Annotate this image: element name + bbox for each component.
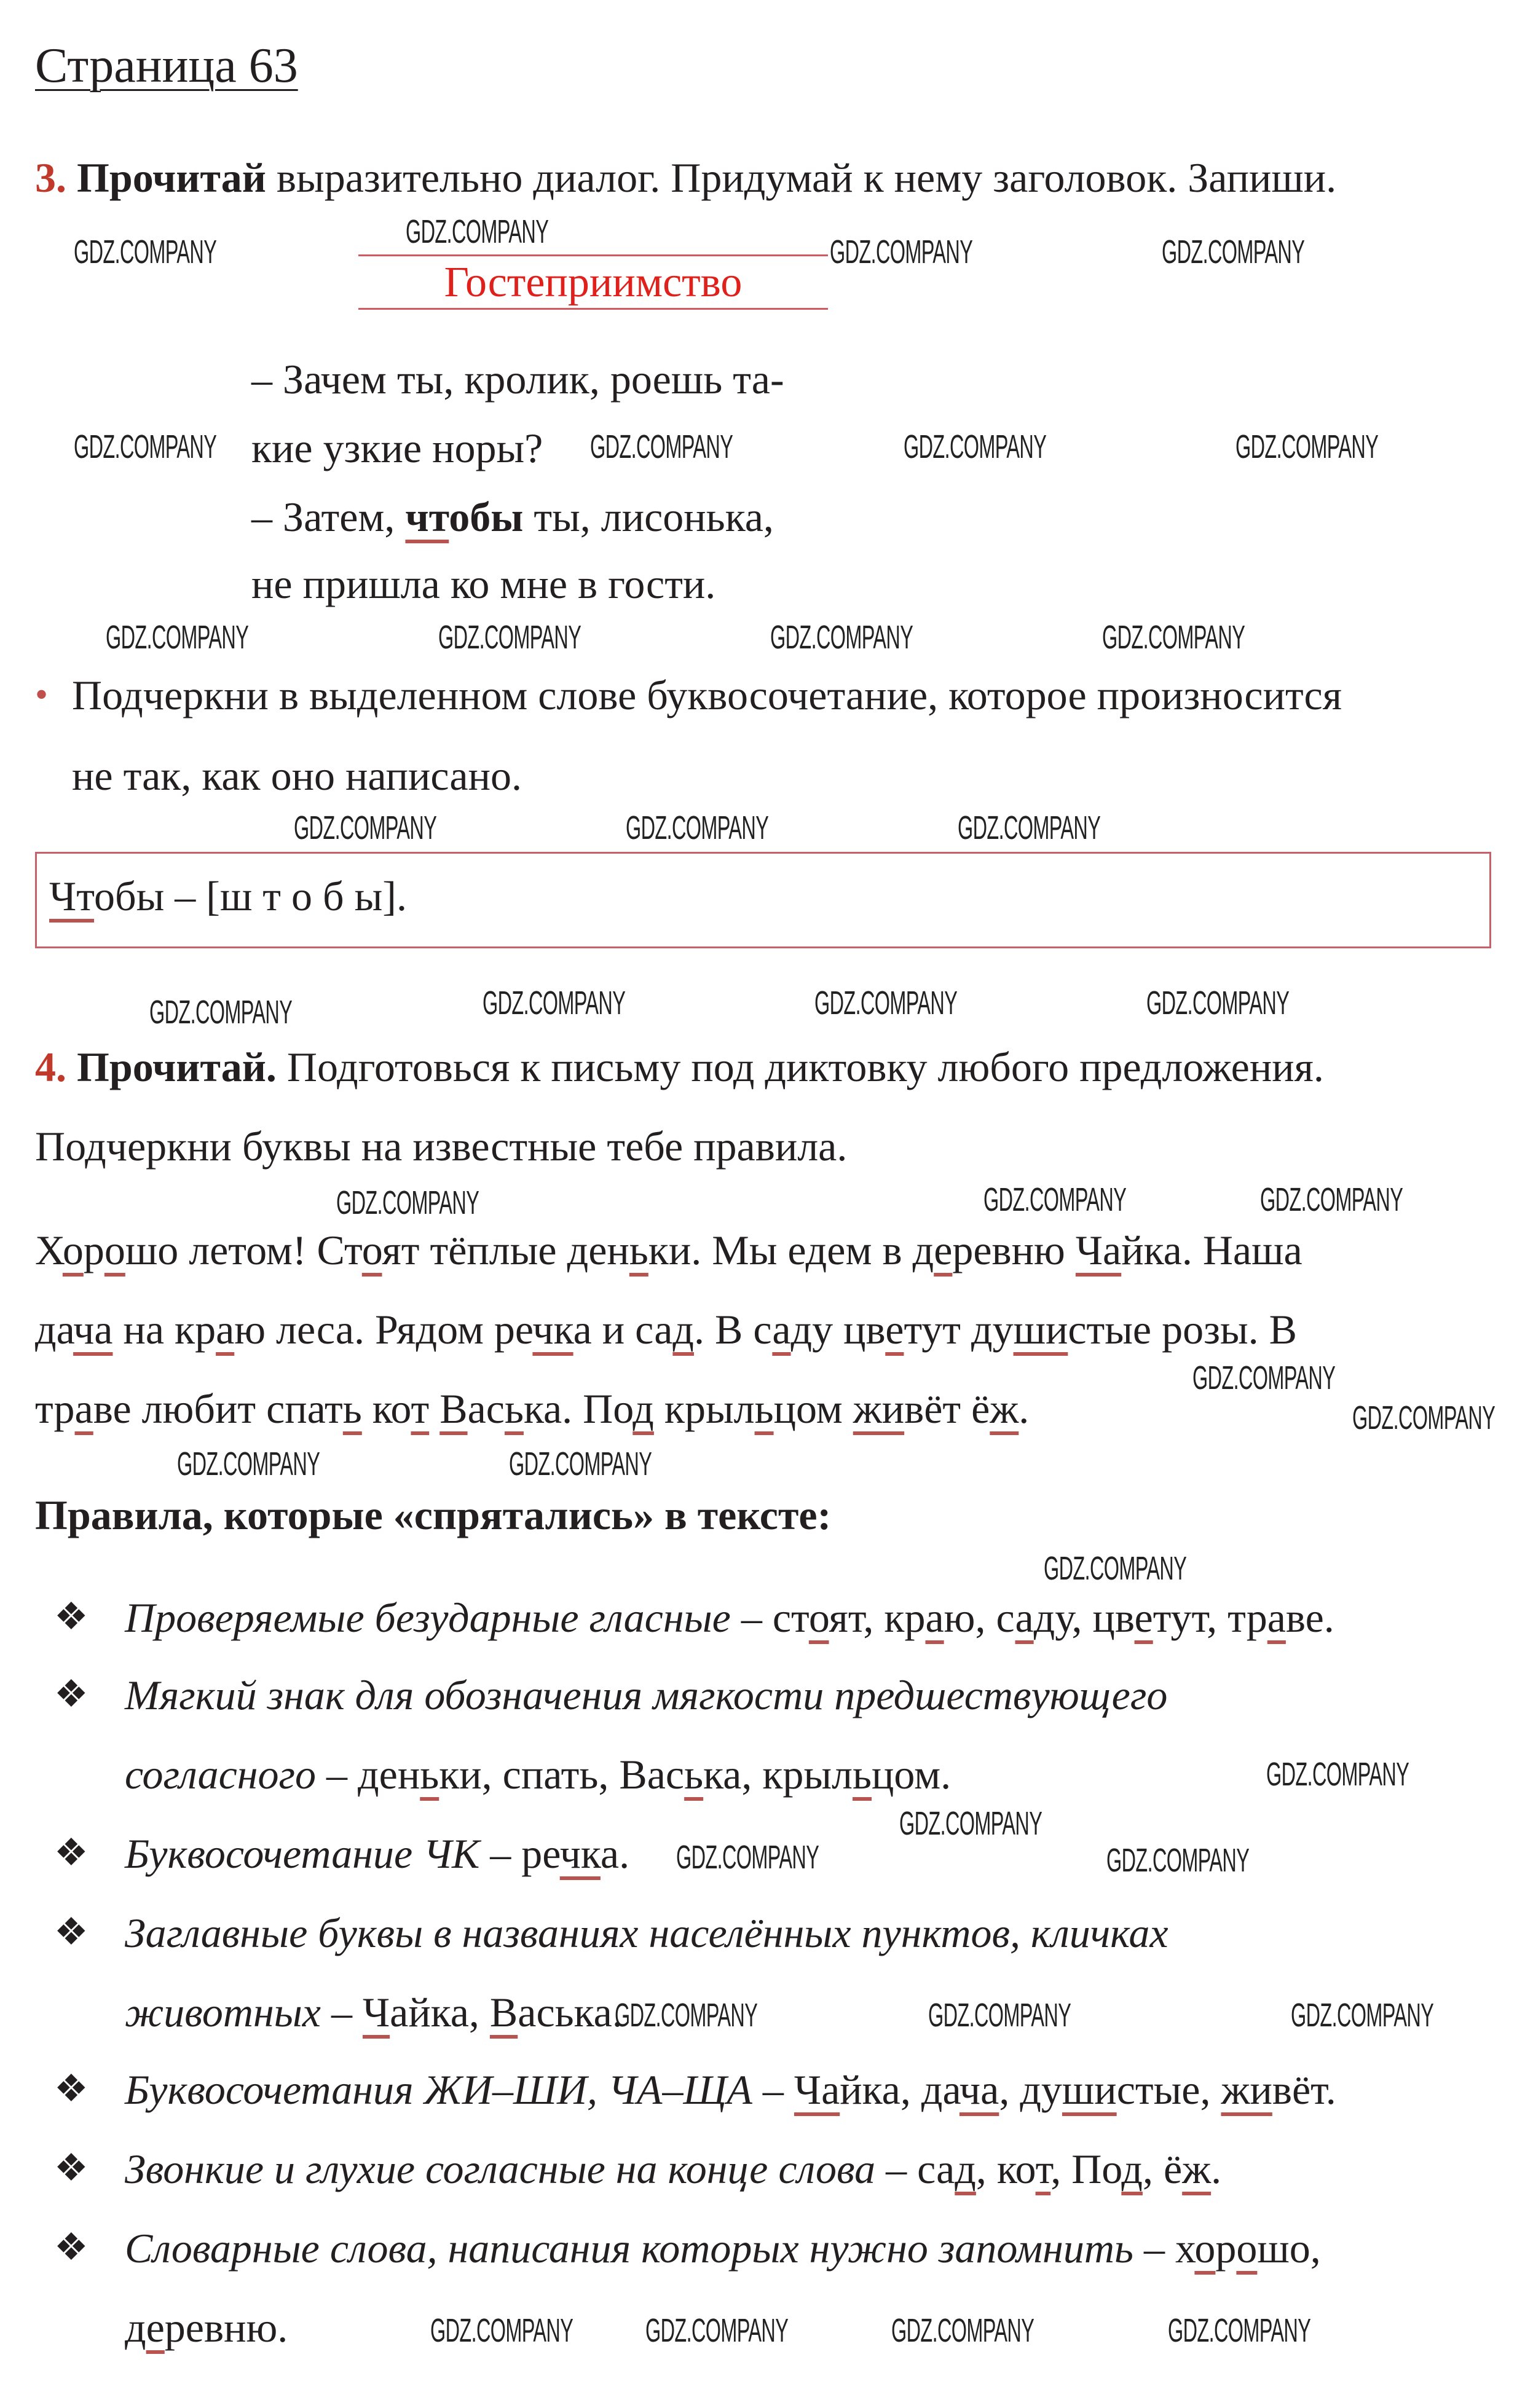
watermark: GDZ.COMPANY	[430, 2312, 573, 2349]
text-segment: на кр	[112, 1306, 216, 1353]
rule-line	[125, 1830, 630, 1877]
text-segment: ят, кр	[829, 1594, 926, 1641]
text-segment: не пришла ко мне в гости.	[251, 561, 716, 607]
rule-name: Мягкий знак для обозначения мягкости предшествующего	[125, 1672, 1168, 1718]
text-segment: ка, крыл	[703, 1751, 853, 1798]
text-segment: шо летом! Ст	[125, 1227, 362, 1273]
underlined-letters: Ч	[362, 1989, 390, 2036]
rule-name: Буквосочетание ЧК	[125, 1830, 480, 1877]
underlined-letters: Ча	[1075, 1227, 1122, 1273]
watermark: GDZ.COMPANY	[1162, 234, 1305, 270]
diamond-bullet-icon: ❖	[54, 1596, 89, 1638]
underlined-letters: жи	[853, 1385, 905, 1432]
underlined-letters: ь	[629, 1227, 648, 1273]
underlined-letters: В	[439, 1385, 468, 1432]
text-segment: – ден	[316, 1751, 420, 1798]
text-segment: ве любит спат	[93, 1385, 343, 1432]
text-segment: цом.	[872, 1751, 952, 1798]
watermark: GDZ.COMPANY	[1352, 1399, 1495, 1436]
text-segment: – Зачем ты, кролик, роешь та-	[251, 356, 784, 403]
underlined-letters: жи	[1221, 2066, 1272, 2113]
watermark: GDZ.COMPANY	[891, 2312, 1034, 2349]
underlined-letters: В	[489, 1989, 518, 2036]
underlined-letters: Ча	[794, 2066, 840, 2113]
watermark: GDZ.COMPANY	[626, 809, 769, 846]
text-segment: Прочитай.	[77, 1044, 277, 1090]
task4-heading	[35, 1123, 848, 1170]
watermark: GDZ.COMPANY	[814, 985, 958, 1021]
text-segment: ду, цв	[1033, 1594, 1135, 1641]
underlined-letters: а	[925, 1594, 944, 1641]
underlined-letters: е	[1134, 1594, 1153, 1641]
text-segment: .	[1211, 2146, 1222, 2192]
watermark: GDZ.COMPANY	[1192, 1359, 1336, 1396]
underlined-letters: т	[1035, 2146, 1051, 2192]
rule-name: животных	[125, 1989, 321, 2036]
watermark: GDZ.COMPANY	[645, 2312, 789, 2349]
watermark: GDZ.COMPANY	[1102, 619, 1245, 656]
underlined-letters: а	[1267, 1594, 1286, 1641]
text-segment: ят тёплые ден	[382, 1227, 629, 1273]
text-segment: , ко	[975, 2146, 1036, 2192]
text-segment: .	[1019, 1385, 1030, 1432]
bullet-dot-icon: •	[35, 674, 49, 715]
underlined-letters: о	[1194, 2225, 1216, 2272]
text-segment: 3.	[35, 154, 77, 201]
text-segment: да	[35, 1306, 74, 1353]
watermark: GDZ.COMPANY	[1291, 1997, 1434, 2034]
text-segment	[429, 1385, 439, 1432]
diamond-bullet-icon: ❖	[54, 2147, 89, 2189]
diamond-bullet-icon: ❖	[54, 2227, 89, 2268]
task4-heading	[35, 1046, 1324, 1088]
text-segment: вёт ё	[904, 1385, 990, 1432]
watermark: GDZ.COMPANY	[1146, 985, 1290, 1021]
text-segment: , По	[1050, 2146, 1122, 2192]
text-segment: ревню.	[164, 2304, 288, 2351]
text-segment: , ё	[1142, 2146, 1183, 2192]
text-segment: стые,	[1116, 2066, 1221, 2113]
watermark: GDZ.COMPANY	[615, 1997, 758, 2034]
watermark: GDZ.COMPANY	[830, 234, 973, 270]
answer-text	[49, 875, 407, 917]
text-segment: , ду	[999, 2066, 1062, 2113]
underlined-letters: ча	[959, 2066, 999, 2113]
instruction-line	[72, 674, 1342, 716]
dialog-line	[251, 563, 715, 605]
diamond-bullet-icon: ❖	[54, 2068, 89, 2110]
text-segment: ю, с	[944, 1594, 1015, 1641]
text-segment: не так, как оно написано.	[72, 752, 522, 799]
underlined-letters: е	[885, 1306, 904, 1353]
watermark: GDZ.COMPANY	[438, 619, 581, 656]
text-segment: ду цв	[790, 1306, 886, 1353]
passage-line	[35, 1229, 1302, 1271]
underlined-letters: ь	[342, 1385, 362, 1432]
passage-line	[35, 1306, 1298, 1353]
rule-name: Звонкие и глухие согласные на конце слова	[125, 2146, 876, 2192]
underlined-letters: о	[62, 1227, 84, 1273]
text-segment: тут, тр	[1153, 1594, 1267, 1641]
text-segment: ка. По	[523, 1385, 633, 1432]
rule-name: согласного	[125, 1751, 317, 1798]
text-segment: аська.	[518, 1989, 623, 2036]
watermark: GDZ.COMPANY	[294, 809, 437, 846]
text-segment: ревню	[952, 1227, 1076, 1273]
watermark: GDZ.COMPANY	[958, 809, 1101, 846]
underlined-letters: о	[1236, 2225, 1258, 2272]
text-segment: . В с	[693, 1306, 773, 1353]
text-segment: – ре	[479, 1830, 560, 1877]
underlined-letters: ь	[852, 1751, 872, 1798]
underlined-letters: ь	[504, 1385, 524, 1432]
rule-name: Словарные слова, написания которых нужно запомнить	[125, 2225, 1133, 2272]
watermark: GDZ.COMPANY	[1235, 428, 1379, 465]
dialog-line	[251, 356, 784, 403]
watermark: GDZ.COMPANY	[1266, 1756, 1409, 1793]
rule-line	[125, 1674, 1167, 1716]
rule-name: Заглавные буквы в названиях населённых пунктов, кличках	[125, 1910, 1168, 1956]
underlined-letters: о	[104, 1227, 125, 1273]
text-segment: Прочитай	[77, 154, 266, 201]
rule-line	[125, 1594, 1334, 1641]
underlined-letters: а	[216, 1306, 235, 1353]
underlined-letters: е	[146, 2304, 165, 2351]
text-segment: Х	[35, 1227, 63, 1273]
underlined-letters: а	[1015, 1594, 1034, 1641]
underlined-letters: ж	[990, 1385, 1019, 1432]
underlined-letters: ши	[1062, 2066, 1117, 2113]
watermark: GDZ.COMPANY	[1106, 1842, 1250, 1879]
watermark: GDZ.COMPANY	[983, 1181, 1127, 1218]
watermark: GDZ.COMPANY	[149, 994, 293, 1031]
text-segment: а и са	[573, 1306, 673, 1353]
underlined-letters: а	[772, 1306, 791, 1353]
underlined-letters: д	[955, 2146, 976, 2192]
watermark: GDZ.COMPANY	[1168, 2312, 1311, 2349]
text-segment: кие узкие норы?	[251, 425, 543, 471]
text-segment: ко	[361, 1385, 411, 1432]
text-segment: айка,	[390, 1989, 490, 2036]
watermark: GDZ.COMPANY	[1044, 1550, 1187, 1587]
underlined-letters: Чт	[49, 873, 95, 919]
text-segment: – са	[875, 2146, 955, 2192]
text-segment: а.	[600, 1830, 630, 1877]
text-segment: ве.	[1285, 1594, 1334, 1641]
text-segment: ас	[467, 1385, 505, 1432]
underlined-letters: д	[672, 1306, 694, 1353]
watermark: GDZ.COMPANY	[483, 985, 626, 1021]
text-segment: йка, да	[840, 2066, 960, 2113]
text-segment: р	[83, 1227, 104, 1273]
underlined-letters: ча	[73, 1306, 113, 1353]
text-segment: Подготовься к письму под диктовку любого предложения.	[276, 1044, 1324, 1090]
title-line-bottom	[358, 308, 828, 310]
watermark: GDZ.COMPANY	[770, 619, 913, 656]
rule-line	[125, 2304, 288, 2351]
title-line-top	[358, 254, 828, 256]
task3-heading	[35, 154, 1337, 201]
diamond-bullet-icon: ❖	[54, 1911, 89, 1953]
text-segment: ки. Мы едем в д	[648, 1227, 934, 1273]
rules-heading: Правила, которые «спрятались» в тексте:	[35, 1492, 832, 1538]
underlined-letters: ь	[684, 1751, 704, 1798]
underlined-letters: т	[411, 1385, 430, 1432]
diamond-bullet-icon: ❖	[54, 1832, 89, 1874]
text-segment: обы	[449, 494, 524, 540]
rule-line	[125, 2148, 1221, 2190]
watermark: GDZ.COMPANY	[509, 1446, 652, 1482]
underlined-letters: ь	[754, 1385, 774, 1432]
underlined-letters: о	[361, 1227, 382, 1273]
text-segment: шо,	[1257, 2225, 1321, 2272]
text-segment: ты, лисонька,	[523, 494, 774, 540]
watermark: GDZ.COMPANY	[676, 1839, 819, 1876]
text-segment: тр	[35, 1385, 75, 1432]
page-title: Страница 63	[35, 39, 298, 93]
text-segment: стые розы. В	[1068, 1306, 1298, 1353]
text-segment: – Затем,	[251, 494, 406, 540]
text-segment: р	[1215, 2225, 1237, 2272]
passage-line	[35, 1385, 1030, 1432]
rule-line	[125, 1912, 1168, 1954]
rule-name: Проверяемые безударные гласные	[125, 1594, 731, 1641]
underlined-letters: д	[632, 1385, 654, 1432]
rule-line	[125, 1751, 952, 1798]
watermark: GDZ.COMPANY	[74, 428, 217, 465]
text-segment: –	[320, 1989, 363, 2036]
text-segment: обы – [ш т о б ы].	[94, 873, 407, 919]
text-segment: выразительно диалог. Придумай к нему заголовок. Запиши.	[266, 154, 1337, 201]
text-segment: йка. Наша	[1121, 1227, 1302, 1273]
text-segment: цом	[773, 1385, 853, 1432]
dialog-line	[251, 496, 774, 538]
rule-line	[125, 2225, 1321, 2272]
watermark: GDZ.COMPANY	[336, 1184, 479, 1221]
underlined-letters: чт	[405, 494, 449, 540]
rule-line	[125, 1989, 623, 2036]
text-segment: крыл	[653, 1385, 755, 1432]
text-segment: 4.	[35, 1044, 77, 1090]
watermark: GDZ.COMPANY	[406, 213, 549, 250]
watermark: GDZ.COMPANY	[928, 1997, 1071, 2034]
watermark: GDZ.COMPANY	[899, 1805, 1042, 1842]
text-segment: Подчеркни в выделенном слове буквосочетание, которое произносится	[72, 672, 1342, 718]
underlined-letters: д	[1121, 2146, 1143, 2192]
underlined-letters: ши	[1013, 1306, 1068, 1353]
watermark: GDZ.COMPANY	[1260, 1181, 1403, 1218]
text-segment: – ст	[730, 1594, 809, 1641]
watermark: GDZ.COMPANY	[74, 234, 217, 270]
underlined-letters: а	[74, 1385, 93, 1432]
text-segment: – х	[1133, 2225, 1195, 2272]
watermark: GDZ.COMPANY	[590, 428, 733, 465]
text-segment: –	[752, 2066, 794, 2113]
instruction-line	[72, 752, 522, 799]
diamond-bullet-icon: ❖	[54, 1674, 89, 1715]
underlined-letters: ж	[1182, 2146, 1212, 2192]
answer-title: Гостеприимство	[444, 259, 743, 306]
underlined-letters: ь	[420, 1751, 439, 1798]
text-segment: вёт.	[1272, 2066, 1336, 2113]
underlined-letters: о	[808, 1594, 829, 1641]
underlined-letters: чк	[559, 1830, 601, 1877]
text-segment: д	[125, 2304, 146, 2351]
underlined-letters: е	[934, 1227, 953, 1273]
watermark: GDZ.COMPANY	[177, 1446, 320, 1482]
text-segment: тут ду	[904, 1306, 1014, 1353]
rule-line	[125, 2066, 1336, 2113]
underlined-letters: чк	[532, 1306, 573, 1353]
text-segment: ю леса. Рядом ре	[234, 1306, 533, 1353]
dialog-line	[251, 427, 543, 469]
text-segment: Подчеркни буквы на известные тебе правила.	[35, 1123, 848, 1170]
rule-name: Буквосочетания ЖИ–ШИ, ЧА–ЩА	[125, 2066, 752, 2113]
watermark: GDZ.COMPANY	[106, 619, 249, 656]
text-segment: ки, спать, Вас	[439, 1751, 685, 1798]
watermark: GDZ.COMPANY	[904, 428, 1047, 465]
